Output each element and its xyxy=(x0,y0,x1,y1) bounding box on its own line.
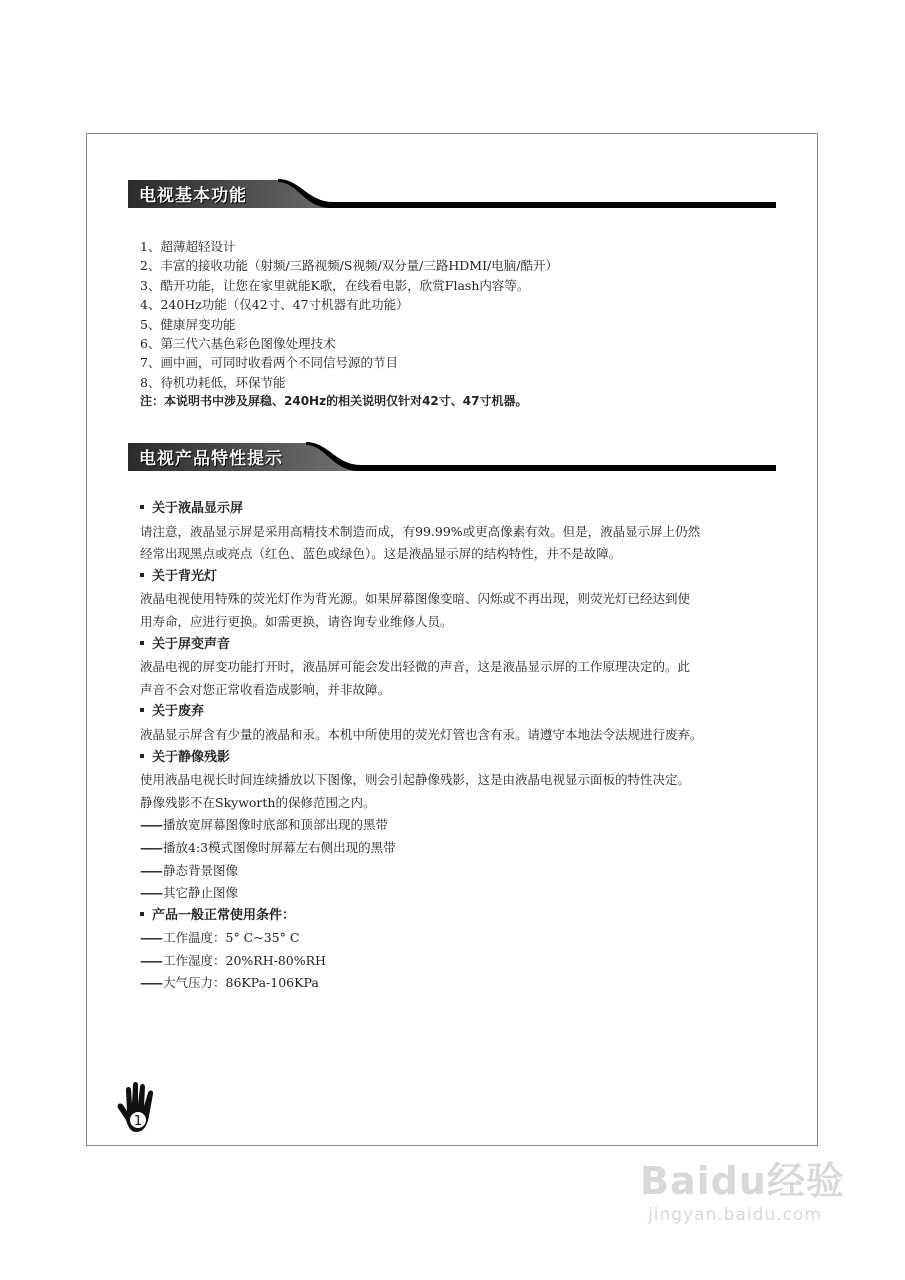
watermark-logo: Baidu经验 xyxy=(640,1159,845,1203)
dash-item xyxy=(140,972,780,995)
dash-item xyxy=(140,860,780,883)
page-number-hand-icon xyxy=(112,1080,164,1138)
list-item: 3、酷开功能，让您在家里就能K歌，在线看电影，欣赏Flash内容等。 xyxy=(140,277,530,293)
basic-functions-list xyxy=(140,237,558,412)
subheading-text: 关于屏变声音 xyxy=(152,636,231,652)
dash: —— xyxy=(140,930,161,946)
dash: —— xyxy=(140,862,161,878)
subheading-text: 关于静像残影 xyxy=(152,749,231,765)
list-item: 7、画中画，可同时收看两个不同信号源的节目 xyxy=(140,355,398,371)
subheading-backlight xyxy=(140,566,780,589)
section-header-basic-functions xyxy=(128,177,776,209)
list-item: 5、健康屏变功能 xyxy=(140,316,236,332)
list-item: 4、240Hz功能（仅42寸、47寸机器有此功能） xyxy=(140,297,409,313)
paragraph-line: 声音不会对您正常收看造成影响，并非故障。 xyxy=(140,681,391,697)
dash-item-text: 播放4:3模式图像时屏幕左右侧出现的黑带 xyxy=(163,839,396,855)
section-header-product-tips xyxy=(128,440,776,472)
paragraph-line: 液晶电视的屏变功能打开时，液晶屏可能会发出轻微的声音，这是液晶显示屏的工作原理决定的。此 xyxy=(140,659,691,675)
paragraph-line: 请注意，液晶显示屏是采用高精技术制造而成，有99.99%或更高像素有效。但是，液晶显示屏上仍然 xyxy=(140,523,701,539)
note: 注：本说明书中涉及屏稳、240Hz的相关说明仅针对42寸、47寸机器。 xyxy=(140,394,528,409)
subheading-disposal xyxy=(140,701,780,724)
subheading-text: 产品一般正常使用条件： xyxy=(152,907,296,923)
paragraph-line: 静像残影不在Skyworth的保修范围之内。 xyxy=(140,794,376,810)
dash-item xyxy=(140,882,780,905)
dash-item-text: 其它静止图像 xyxy=(163,885,239,901)
dash-item-text: 静态背景图像 xyxy=(163,862,239,878)
watermark-url: jingyan.baidu.com xyxy=(648,1205,822,1225)
subheading-sound xyxy=(140,634,780,657)
list-item: 8、待机功耗低，环保节能 xyxy=(140,374,286,390)
list-item: 6、第三代六基色彩色图像处理技术 xyxy=(140,336,336,352)
paragraph-line: 用寿命，应进行更换。如需更换，请咨询专业维修人员。 xyxy=(140,613,453,629)
dash-item xyxy=(140,837,780,860)
dash: —— xyxy=(140,952,161,968)
dash-item-text: 播放宽屏幕图像时底部和顶部出现的黑带 xyxy=(163,817,389,833)
baidu-jingyan-watermark xyxy=(640,1150,845,1225)
dash-item xyxy=(140,927,780,950)
dash: —— xyxy=(140,839,161,855)
dash-item xyxy=(140,814,780,837)
paragraph-line: 经常出现黑点或亮点（红色、蓝色或绿色）。这是液晶显示屏的结构特性，并不是故障。 xyxy=(140,546,622,562)
dash: —— xyxy=(140,817,161,833)
list-item: 2、丰富的接收功能（射频/三路视频/S视频/双分量/三路HDMI/电脑/酷开） xyxy=(140,258,558,274)
subheading-text: 关于液晶显示屏 xyxy=(152,501,244,516)
page-number: 1 xyxy=(133,1114,143,1129)
paragraph-line: 液晶显示屏含有少量的液晶和汞。本机中所使用的荧光灯管也含有汞。请遵守本地法令法规进行废弃。 xyxy=(140,726,703,742)
dash: —— xyxy=(140,975,161,991)
subheading-text: 关于废弃 xyxy=(152,704,205,720)
dash-item-text: 工作湿度：20%RH-80%RH xyxy=(163,952,326,968)
subheading-conditions xyxy=(140,905,780,928)
section-title: 电视产品特性提示 xyxy=(139,449,283,469)
dash-item-text: 大气压力：86KPa-106KPa xyxy=(163,975,319,991)
subheading-afterimage xyxy=(140,747,780,770)
dash: —— xyxy=(140,885,161,901)
subheading-text: 关于背光灯 xyxy=(152,568,218,584)
paragraph-line: 使用液晶电视长时间连续播放以下图像，则会引起静像残影，这是由液晶电视显示面板的特性决定。 xyxy=(140,772,691,788)
subheading-lcd xyxy=(140,498,780,521)
dash-item xyxy=(140,950,780,973)
dash-item-text: 工作温度：5° C~35° C xyxy=(163,930,300,946)
paragraph-line: 液晶电视使用特殊的荧光灯作为背光源。如果屏幕图像变暗、闪烁或不再出现，则荧光灯已经达到使 xyxy=(140,591,691,607)
product-tips-content xyxy=(140,498,780,995)
list-item: 1、超薄超轻设计 xyxy=(140,239,236,254)
section-title: 电视基本功能 xyxy=(139,186,247,206)
